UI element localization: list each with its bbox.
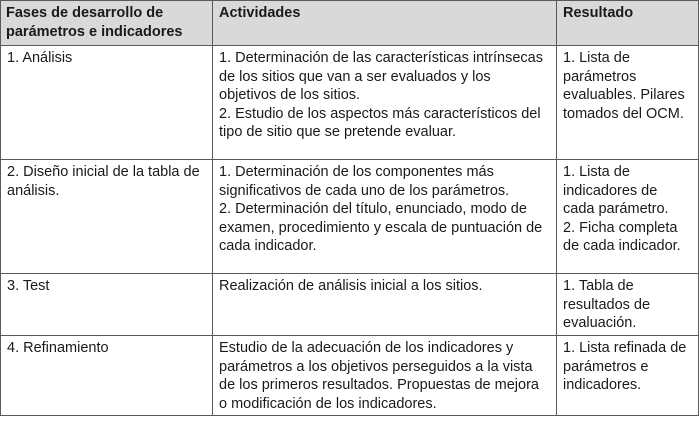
activities-cell	[213, 274, 557, 336]
activities-cell	[213, 160, 557, 274]
activities-cell	[213, 336, 557, 416]
table-row	[1, 274, 699, 336]
table-header	[1, 1, 699, 46]
activity-item: Realización de análisis inicial a los sitios.	[219, 278, 483, 294]
phase-cell: 1. Análisis	[1, 46, 213, 160]
table-body	[1, 46, 699, 416]
phase-cell: 3. Test	[1, 274, 213, 336]
result-cell	[557, 160, 699, 274]
activity-item: 2. Determinación del título, enunciado, modo de examen, procedimiento y escala de puntuación de cada indicador.	[219, 201, 543, 254]
result-cell	[557, 46, 699, 160]
table-row	[1, 336, 699, 416]
activity-item: 2. Estudio de los aspectos más característicos del tipo de sitio que se pretende evaluar.	[219, 105, 541, 140]
result-item: 2. Ficha completa de cada indicador.	[563, 219, 681, 254]
result-item: 1. Tabla de resultados de evaluación.	[563, 278, 651, 331]
result-cell	[557, 336, 699, 416]
result-cell	[557, 274, 699, 336]
result-item: 1. Lista refinada de parámetros e indicadores.	[563, 340, 687, 393]
table-row	[1, 46, 699, 160]
header-result: Resultado	[557, 1, 699, 46]
header-row	[1, 1, 699, 46]
header-activities: Actividades	[213, 1, 557, 46]
header-phases: Fases de desarrollo de parámetros e indicadores	[1, 1, 213, 46]
activity-item: 1. Determinación de las características intrínsecas de los sitios que van a ser evaluados y los objetivos de los sitios.	[219, 50, 543, 103]
activities-cell	[213, 46, 557, 160]
result-item: 1. Lista de indicadores de cada parámetro.	[563, 164, 669, 217]
phase-cell: 2. Diseño inicial de la tabla de análisis.	[1, 160, 213, 274]
phase-cell: 4. Refinamiento	[1, 336, 213, 416]
table-row	[1, 160, 699, 274]
result-item: 1. Lista de parámetros evaluables. Pilares tomados del OCM.	[563, 50, 685, 122]
activity-item: Estudio de la adecuación de los indicadores y parámetros a los objetivos perseguidos a la vista de los primeros resultados. Propuestas de mejora o modificación de los indicadores.	[219, 340, 539, 412]
activity-item: 1. Determinación de los componentes más significativos de cada uno de los parámetros.	[219, 164, 510, 199]
